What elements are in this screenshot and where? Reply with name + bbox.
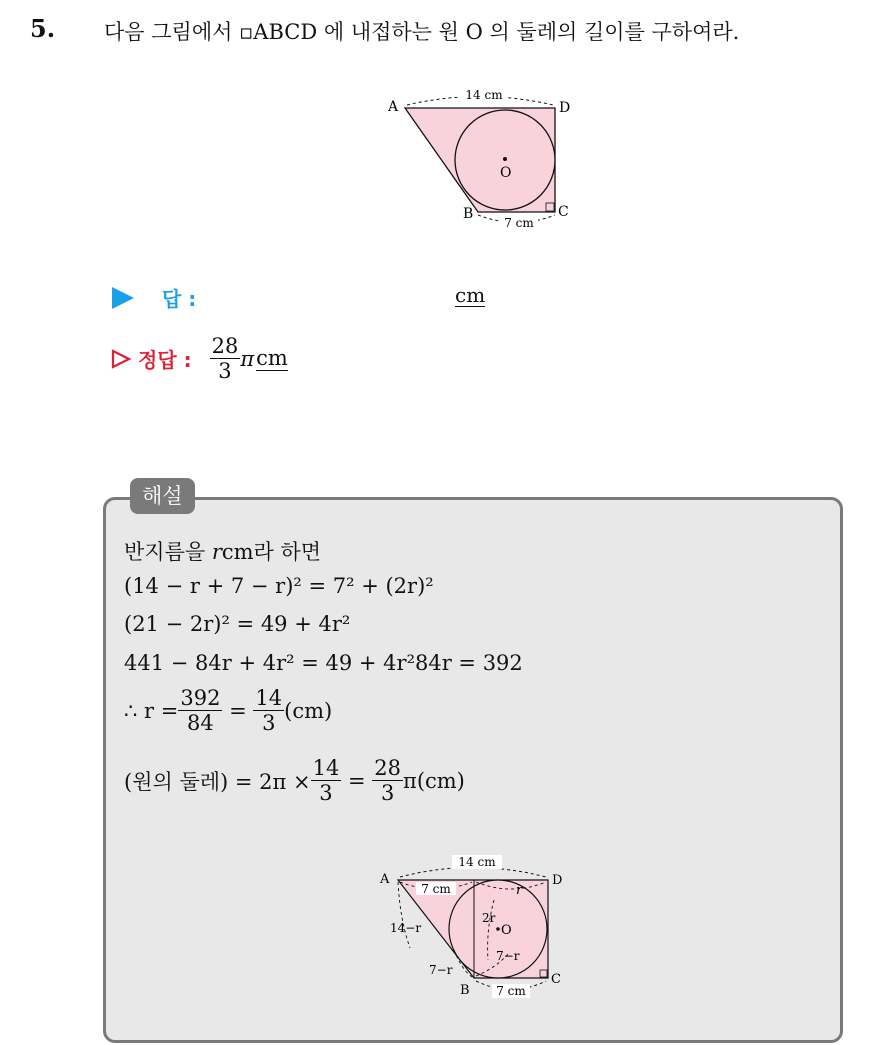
fig1-label-a: A	[388, 99, 399, 115]
play-triangle-icon	[112, 287, 134, 309]
answer-row	[112, 283, 196, 312]
fig2-bottom-length: 7 cm	[496, 984, 526, 998]
question-text: 다음 그림에서 ▫ABCD 에 내접하는 원 O 의 둘레의 길이를 구하여라.	[104, 20, 740, 44]
sol6-f2-num: 28	[374, 756, 402, 780]
solution-tag: 해설	[130, 478, 195, 514]
fig1-top-length: 14 cm	[465, 88, 503, 102]
fig1-bottom-length: 7 cm	[504, 216, 534, 230]
correct-value	[210, 334, 288, 383]
sol1-post: cm라 하면	[221, 540, 322, 564]
sol5-pre: ∴ r =	[124, 698, 179, 723]
question-number: 5.	[30, 14, 56, 43]
outline-triangle-icon	[110, 348, 132, 370]
fig2-label-a: A	[380, 872, 390, 887]
fig2-seg-7r-inner: 7−r	[496, 949, 520, 963]
fig2-label-d: D	[552, 873, 563, 888]
fig2-top-length: 14 cm	[458, 855, 496, 869]
solution-line-3: (21 − 2r)² = 49 + 4r²	[124, 612, 351, 636]
fig2-seg-2r: 2r	[482, 911, 496, 925]
sol6-pre: (원의 둘레) = 2π ×	[124, 769, 311, 794]
figure-quadrilateral	[380, 80, 580, 230]
sol5-f2-den: 3	[262, 711, 276, 735]
fig1-label-b: B	[463, 206, 474, 222]
fig1-label-d: D	[559, 100, 571, 116]
solution-line-5	[124, 686, 332, 735]
solution-line-1	[124, 536, 321, 566]
sol5-eq: =	[222, 698, 254, 723]
solution-line-2: (14 − r + 7 − r)² = 7² + (2r)²	[124, 574, 434, 598]
sol6-post: π(cm)	[403, 768, 465, 793]
sol5-fraction-2	[253, 686, 284, 735]
sol6-eq: =	[341, 768, 373, 793]
figure-solution-diagram	[370, 850, 590, 1000]
solution-line-4: 441 − 84r + 4r² = 49 + 4r²84r = 392	[124, 651, 523, 675]
fig2-seg-7cm: 7 cm	[421, 882, 451, 896]
correct-denominator: 3	[218, 359, 232, 383]
fig1-label-c: C	[558, 204, 569, 220]
sol6-f2-den: 3	[380, 781, 395, 805]
fig2-label-o: O	[501, 923, 512, 938]
fig2-seg-7r-left: 7−r	[429, 963, 453, 977]
sol5-fraction-1	[178, 686, 222, 735]
sol5-f1-num: 392	[180, 686, 221, 710]
answer-label: 답 :	[162, 287, 197, 311]
fig2-label-b: B	[460, 983, 470, 998]
sol1-var: r	[211, 540, 222, 564]
sol6-f1-num: 14	[312, 756, 340, 780]
correct-pi: π	[240, 346, 255, 371]
fig2-label-c: C	[551, 972, 561, 987]
correct-unit: cm	[256, 346, 288, 370]
sol5-f2-num: 14	[255, 686, 283, 710]
solution-line-6	[124, 756, 465, 805]
correct-numerator: 28	[211, 334, 239, 358]
fig2-seg-r: r	[516, 883, 523, 898]
sol1-pre: 반지름을	[124, 540, 212, 564]
answer-unit: cm	[455, 283, 486, 307]
sol6-f1-den: 3	[319, 781, 333, 805]
correct-row	[110, 334, 288, 383]
correct-label: 정답 :	[138, 348, 192, 372]
sol5-f1-den: 84	[187, 711, 214, 735]
correct-fraction	[210, 334, 241, 383]
sol5-post: (cm)	[284, 698, 333, 723]
fig1-label-o: O	[500, 165, 512, 181]
sol6-fraction-2	[372, 756, 403, 805]
fig2-seg-14r: 14−r	[390, 921, 422, 935]
sol6-fraction-1	[311, 756, 342, 805]
